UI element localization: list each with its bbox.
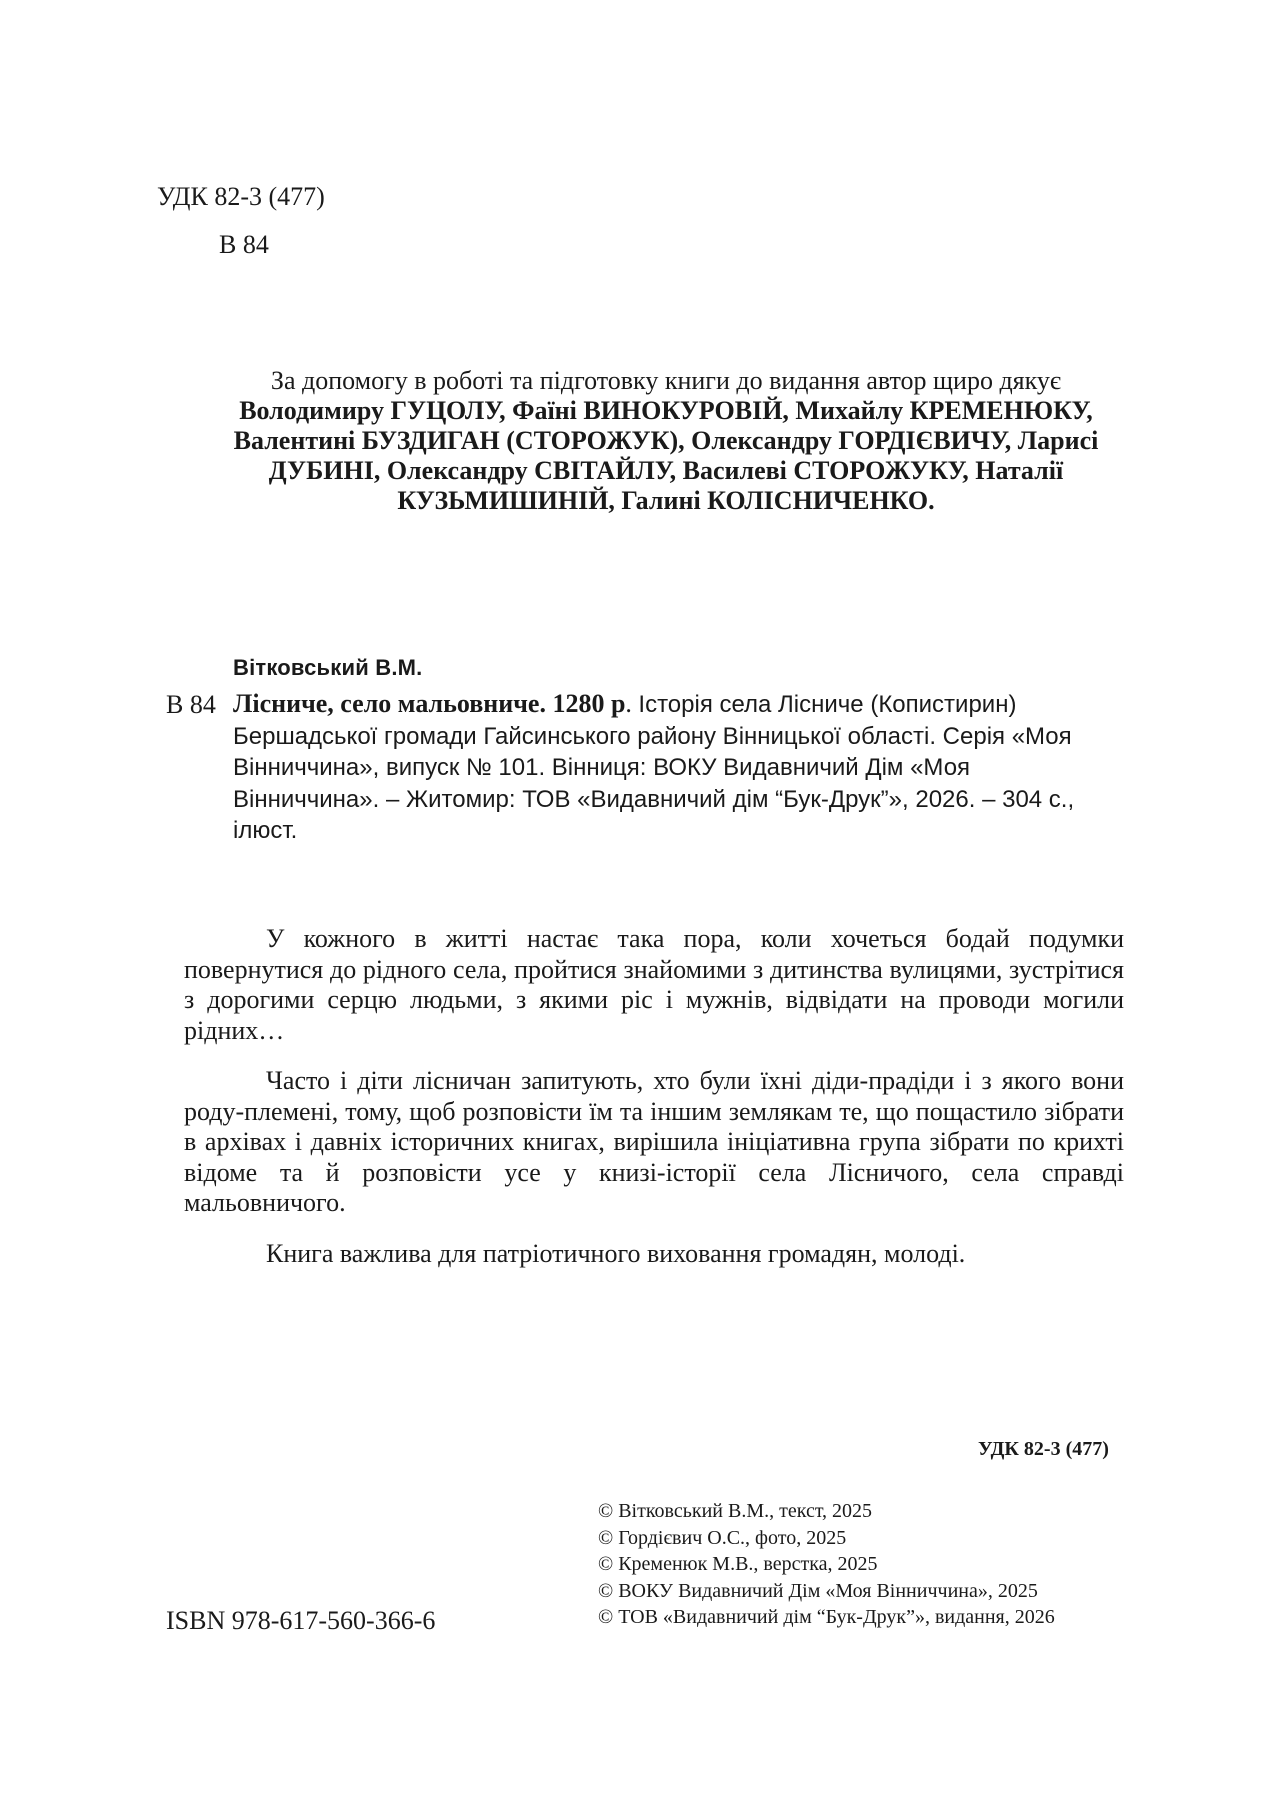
annotation [184, 924, 1124, 1289]
book-description: Історія села Лісниче (Копистирин) Бершадської громади Гайсинського району Вінницької області. Серія «Моя Вінниччина», випуск № 101. Вінниця: ВОКУ Видавничий Дім «Моя Вінниччина». – Житомир: ТОВ «Видавничий дім “Бук-Друк”», 2026. – 304 с., ілюст. [233, 691, 1075, 844]
copyright-line: © Гордієвич О.С., фото, 2025 [598, 1526, 847, 1549]
author-mark-top: В 84 [219, 230, 269, 259]
acknowledgement-names: Володимиру ГУЦОЛУ, Фаїні ВИНОКУРОВІЙ, Михайлу КРЕМЕНЮКУ, Валентині БУЗДИГАН (СТОРОЖУК), Олександру ГОРДІЄВИЧУ, Ларисі ДУБИНІ, Олександру СВІТАЙЛУ, Василеві СТОРОЖУКУ, Наталії КУЗЬМИШИНІЙ, Галині КОЛІСНИЧЕНКО. [233, 396, 1099, 515]
annotation-paragraph-3: Книга важлива для патріотичного виховання громадян, молоді. [266, 1238, 966, 1268]
copyright-line: © Кременюк М.В., верстка, 2025 [598, 1553, 878, 1575]
annotation-paragraph-2: Часто і діти лісничан запитують, хто були їхні діди-прадіди і з якого вони роду-племені, тому, щоб розповісти їм та іншим землякам те, що пощастило зібрати в архівах і давніх історичних книгах, вирішила ініціативна група зібрати по крихті відоме та й розповісти усе у книзі-історії села Лісничого, села справді мальовничого. [184, 1066, 1124, 1217]
title-separator: . [625, 689, 639, 718]
udc-code-bottom: УДК 82-3 (477) [978, 1438, 1109, 1460]
book-title: Лісниче, село мальовниче. 1280 р [233, 689, 626, 718]
annotation-paragraph-1: У кожного в житті настає така пора, коли хочеться бодай подумки повернутися до рідного села, пройтися знайомими з дитинства вулицями, зустрітися з дорогими серцю людьми, з якими ріс і мужнів, відвідати на проводи могили рідних… [184, 924, 1124, 1045]
udc-code-top: УДК 82-3 (477) [157, 182, 325, 211]
copyright-line: © Вітковський В.М., текст, 2025 [598, 1500, 873, 1522]
copyright-line: © ТОВ «Видавничий дім “Бук-Друк”», видання, 2026 [598, 1606, 1055, 1628]
isbn: ISBN 978-617-560-366-6 [166, 1606, 436, 1635]
copyright-list [598, 1498, 1055, 1631]
author-name: Вітковський В.М. [233, 655, 423, 680]
acknowledgement [210, 366, 1122, 516]
bibliographic-description [233, 689, 1113, 847]
copyright-line: © ВОКУ Видавничий Дім «Моя Вінниччина», 2025 [598, 1579, 1038, 1602]
author-mark-bibliographic: В 84 [166, 690, 216, 719]
acknowledgement-intro: За допомогу в роботі та підготовку книги до видання автор щиро дякує [270, 366, 1062, 395]
